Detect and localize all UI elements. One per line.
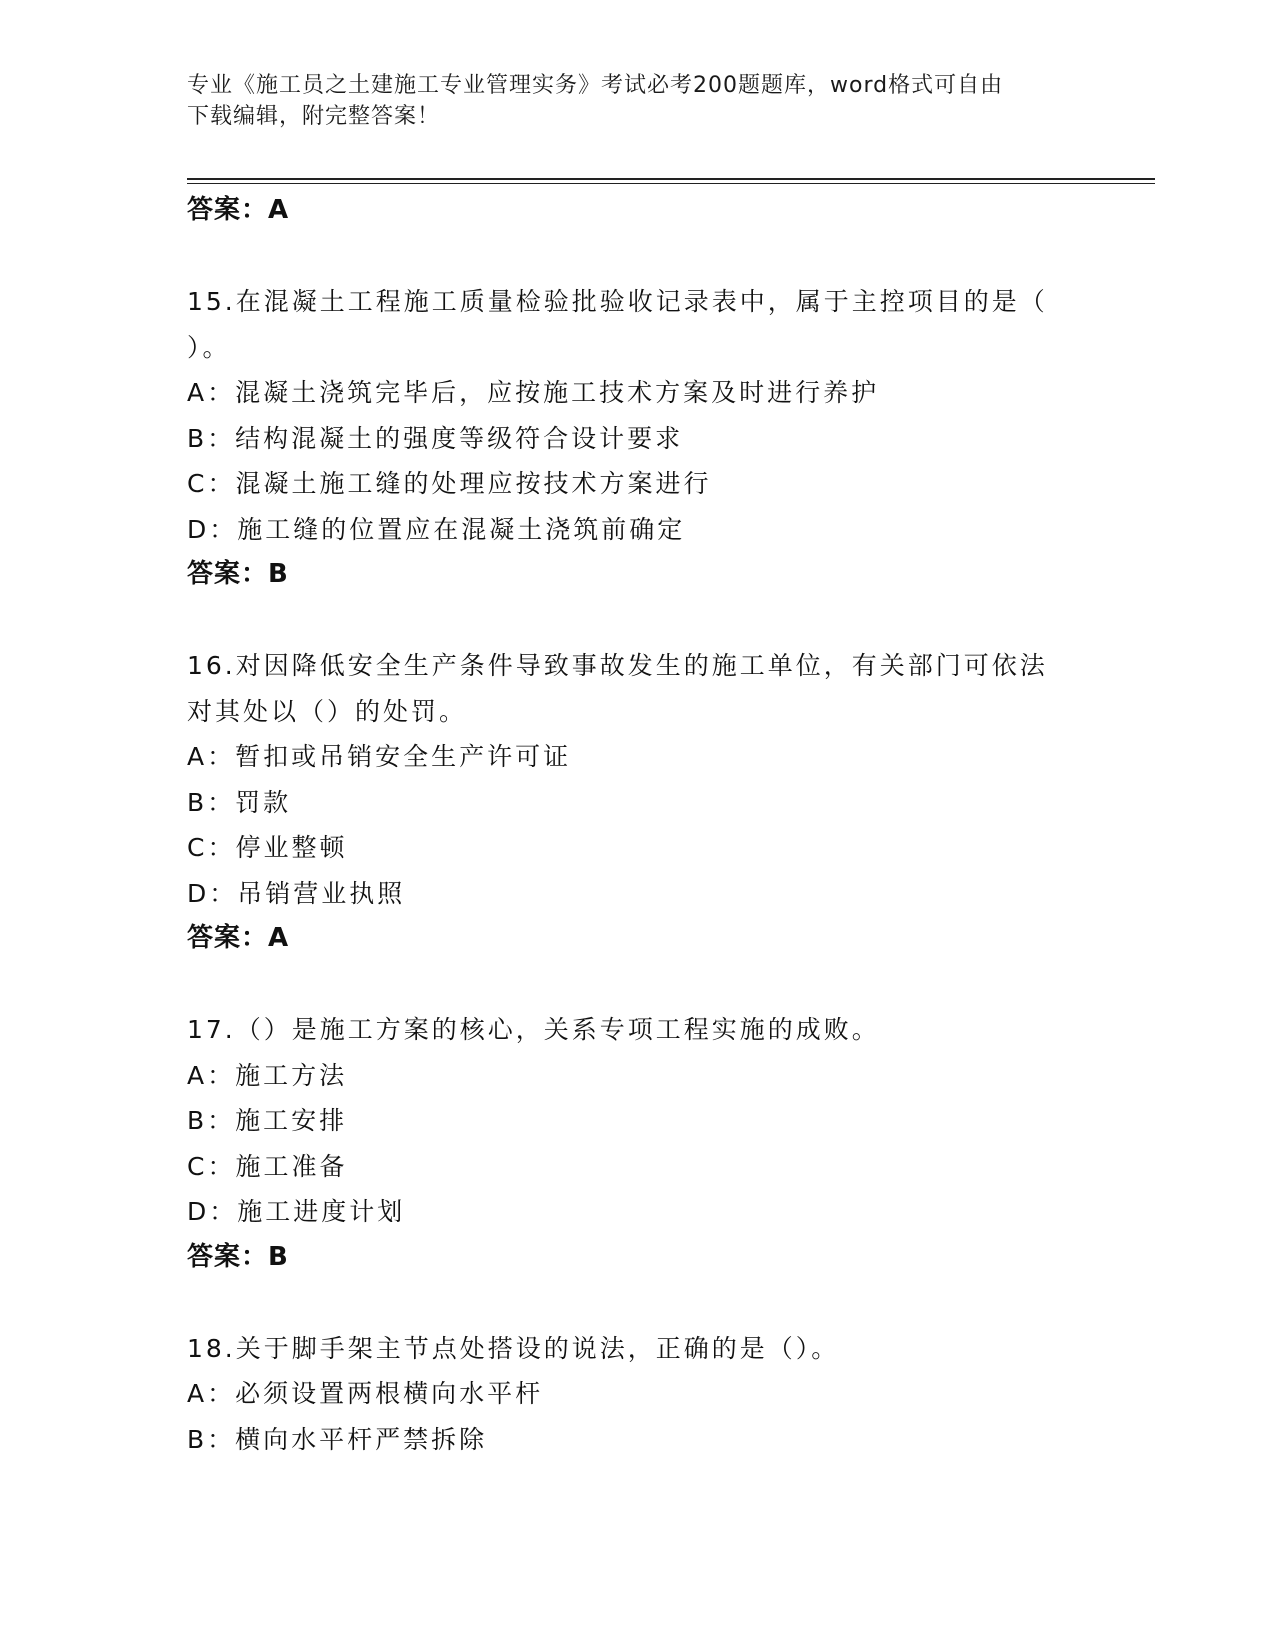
answer-line: 答案：A xyxy=(187,923,290,953)
question-list xyxy=(187,188,1087,1462)
question-stem: 对其处以（）的处罚。 xyxy=(187,696,468,726)
option-a: A：混凝土浇筑完毕后，应按施工技术方案及时进行养护 xyxy=(187,378,880,407)
option-c: C：施工准备 xyxy=(187,1151,348,1181)
option-d: D：吊销营业执照 xyxy=(187,878,406,908)
option-a: A：暂扣或吊销安全生产许可证 xyxy=(187,742,572,771)
question-block xyxy=(187,279,1087,598)
spacer xyxy=(187,962,1087,1008)
header-rule-thin xyxy=(187,183,1155,184)
spacer xyxy=(187,1280,1087,1326)
question-stem: ）。 xyxy=(187,332,231,362)
answer-line: 答案：B xyxy=(187,1241,289,1272)
option-a: A：施工方法 xyxy=(187,1060,348,1090)
option-d: D：施工缝的位置应在混凝土浇筑前确定 xyxy=(187,514,686,544)
answer-line: 答案：B xyxy=(187,559,289,589)
header-line-2: 下载编辑，附完整答案！ xyxy=(187,104,441,129)
option-b: B：施工安排 xyxy=(187,1106,348,1135)
header-rule-thick xyxy=(187,178,1155,180)
header-line-1: 专业《施工员之土建施工专业管理实务》考试必考200题题库，word格式可自由 xyxy=(187,73,1004,98)
spacer xyxy=(187,598,1087,644)
answer-line: 答案：A xyxy=(187,195,290,225)
question-stem: 18.关于脚手架主节点处搭设的说法，正确的是（）。 xyxy=(187,1333,840,1363)
question-stem: 16.对因降低安全生产条件导致事故发生的施工单位，有关部门可依法 xyxy=(187,651,1048,680)
option-c: C：停业整顿 xyxy=(187,833,348,862)
question-block xyxy=(187,1326,1087,1463)
question-stem: 17.（）是施工方案的核心，关系专项工程实施的成败。 xyxy=(187,1015,880,1044)
question-block xyxy=(187,1007,1087,1280)
option-a: A：必须设置两根横向水平杆 xyxy=(187,1379,544,1408)
question-block xyxy=(187,643,1087,962)
option-b: B：罚款 xyxy=(187,787,292,817)
question-stem: 15.在混凝土工程施工质量检验批验收记录表中，属于主控项目的是（ xyxy=(187,287,1048,316)
option-d: D：施工进度计划 xyxy=(187,1197,406,1226)
option-b: B：横向水平杆严禁拆除 xyxy=(187,1424,488,1454)
option-c: C：混凝土施工缝的处理应按技术方案进行 xyxy=(187,469,712,498)
option-b: B：结构混凝土的强度等级符合设计要求 xyxy=(187,423,684,453)
spacer xyxy=(187,234,1087,280)
document-header xyxy=(187,70,1087,132)
